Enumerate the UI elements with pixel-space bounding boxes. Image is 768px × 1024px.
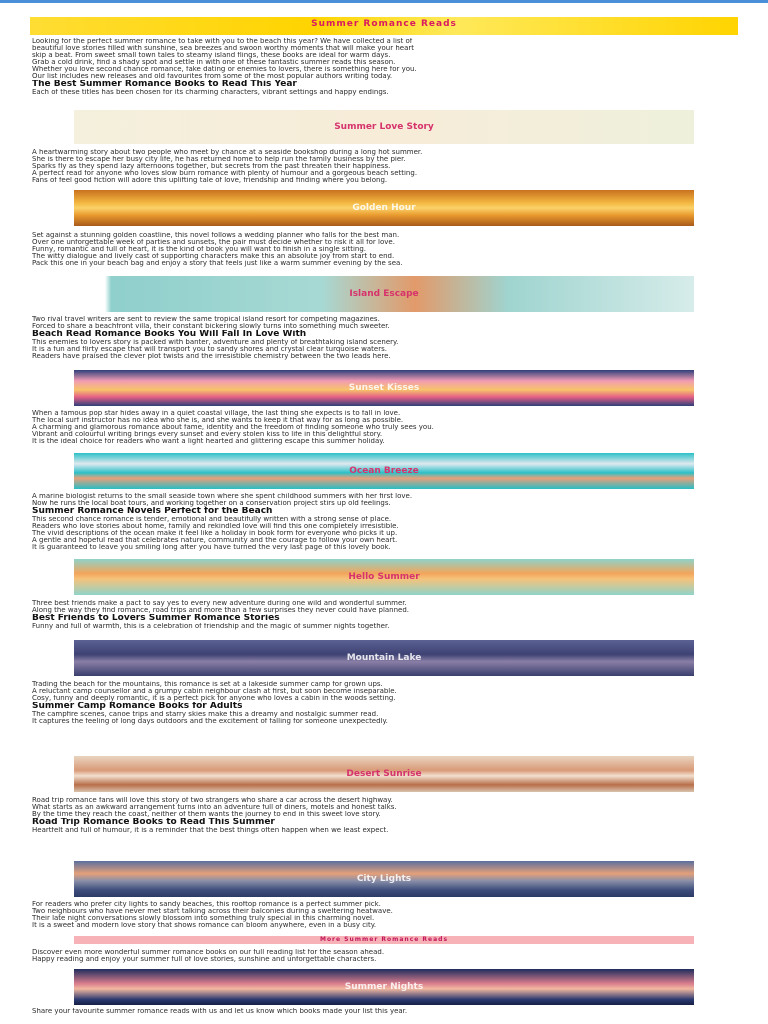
text-line: skip a beat. From sweet small town tales to steamy island flings, these books are ideal for warm days.	[32, 52, 391, 59]
text-block	[32, 949, 732, 963]
text-line: Discover even more wonderful summer romance books on our full reading list for the season ahead.	[32, 949, 385, 956]
text-line: Whether you love second chance romance, fake dating or enemies to lovers, there is something here for you.	[32, 66, 417, 73]
text-line: This second chance romance is tender, emotional and beautifully written with a strong sense of place.	[32, 516, 392, 523]
section-heading: Summer Camp Romance Books for Adults	[32, 702, 243, 711]
text-line: The local surf instructor has no idea who she is, and she wants to keep it that way for as long as possible.	[32, 417, 404, 424]
text-line: Cosy, funny and deeply romantic, it is a perfect pick for anyone who loves a cabin in the woods setting.	[32, 695, 396, 702]
text-line: Their late night conversations slowly blossom into something truly special in this charming novel.	[32, 915, 375, 922]
banner-title: Summer Romance Reads	[311, 19, 457, 29]
text-line: Three best friends make a pact to say yes to every new adventure during one wild and wonderful summer.	[32, 600, 407, 607]
image-caption: Hello Summer	[348, 572, 420, 582]
text-line: The witty dialogue and lively cast of supporting characters make this an absolute joy from start to end.	[32, 253, 395, 260]
text-line: A reluctant camp counsellor and a grumpy cabin neighbour clash at first, but soon become inseparable.	[32, 688, 397, 695]
text-line: Two neighbours who have never met start talking across their balconies during a sweltering heatwave.	[32, 908, 393, 915]
text-line: By the time they reach the coast, neither of them wants the journey to end in this sweet love story.	[32, 811, 381, 818]
book-cover-image[interactable]	[74, 453, 694, 489]
text-line: Each of these titles has been chosen for its charming characters, vibrant settings and happy endings.	[32, 89, 389, 96]
text-line: It is a sweet and modern love story that shows romance can bloom anywhere, even in a busy city.	[32, 922, 377, 929]
text-line: Readers have praised the clever plot twists and the irresistible chemistry between the two leads here.	[32, 353, 391, 360]
image-caption: Desert Sunrise	[346, 769, 422, 779]
section-heading: The Best Summer Romance Books to Read This Year	[32, 80, 297, 89]
image-caption: Mountain Lake	[346, 653, 422, 663]
text-block	[32, 600, 732, 630]
book-cover-image[interactable]	[74, 756, 694, 792]
text-line: Road trip romance fans will love this story of two strangers who share a car across the desert highway.	[32, 797, 393, 804]
text-line: It captures the feeling of long days outdoors and the excitement of falling for someone unexpectedly.	[32, 718, 388, 725]
text-line: A marine biologist returns to the small seaside town where she spent childhood summers with her first love.	[32, 493, 413, 500]
text-line: This enemies to lovers story is packed with banter, adventure and plenty of breathtaking island scenery.	[32, 339, 399, 346]
text-line: Trading the beach for the mountains, this romance is set at a lakeside summer camp for grown ups.	[32, 681, 383, 688]
image-caption: City Lights	[356, 874, 412, 884]
text-line: The campfire scenes, canoe trips and starry skies make this a dreamy and nostalgic summer read.	[32, 711, 379, 718]
image-caption: Summer Nights	[344, 982, 424, 992]
book-cover-image[interactable]	[74, 969, 694, 1005]
text-block	[32, 901, 732, 929]
book-cover-image[interactable]	[74, 370, 694, 406]
text-line: Set against a stunning golden coastline, this novel follows a wedding planner who falls for the best man.	[32, 232, 400, 239]
text-line: Vibrant and colourful writing brings every sunset and every stolen kiss to life in this delightful story.	[32, 431, 383, 438]
text-line: Fans of feel good fiction will adore this uplifting tale of love, friendship and finding where you belong.	[32, 177, 388, 184]
text-line: A charming and glamorous romance about fame, identity and the freedom of finding someone who truly sees you.	[32, 424, 434, 431]
book-cover-image[interactable]	[74, 861, 694, 897]
text-block	[32, 1008, 732, 1015]
text-line: When a famous pop star hides away in a quiet coastal village, the last thing she expects is to fall in love.	[32, 410, 401, 417]
book-cover-image[interactable]	[74, 110, 694, 144]
section-banner	[74, 936, 694, 944]
image-caption: Sunset Kisses	[348, 383, 420, 393]
text-line: Now he runs the local boat tours, and working together on a conservation project stirs up old feelings.	[32, 500, 391, 507]
image-caption: Summer Love Story	[334, 122, 434, 132]
text-line: Over one unforgettable week of parties and sunsets, the pair must decide whether to risk it all for love.	[32, 239, 395, 246]
text-block	[32, 316, 732, 360]
text-line: The vivid descriptions of the ocean make it feel like a holiday in book form for everyone who picks it up.	[32, 530, 398, 537]
section-heading: Beach Read Romance Books You Will Fall In Love With	[32, 330, 307, 339]
text-line: For readers who prefer city lights to sandy beaches, this rooftop romance is a perfect summer pick.	[32, 901, 381, 908]
text-line: Forced to share a beachfront villa, their constant bickering slowly turns into something much sweeter.	[32, 323, 390, 330]
text-line: Pack this one in your beach bag and enjoy a story that feels just like a warm summer evening by the sea.	[32, 260, 403, 267]
section-heading: Road Trip Romance Books to Read This Summer	[32, 818, 275, 827]
book-cover-image[interactable]	[74, 276, 694, 312]
text-line: A perfect read for anyone who loves slow burn romance with plenty of humour and a gorgeous beach setting.	[32, 170, 418, 177]
text-block	[32, 38, 732, 96]
text-line: Looking for the perfect summer romance to take with you to the beach this year? We have collected a list of	[32, 38, 413, 45]
text-line: Along the way they find romance, road trips and more than a few surprises they never could have planned.	[32, 607, 410, 614]
text-line: Funny and full of warmth, this is a celebration of friendship and the magic of summer nights together.	[32, 623, 390, 630]
text-line: It is guaranteed to leave you smiling long after you have turned the very last page of this lovely book.	[32, 544, 391, 551]
text-line: Readers who love stories about home, family and rekindled love will find this one completely irresistible.	[32, 523, 399, 530]
article-page	[0, 3, 768, 1024]
text-block	[32, 410, 732, 445]
section-heading: Best Friends to Lovers Summer Romance Stories	[32, 614, 280, 623]
section-banner-title: More Summer Romance Reads	[319, 936, 449, 943]
text-line: Two rival travel writers are sent to review the same tropical island resort for competing magazines.	[32, 316, 380, 323]
text-line: Sparks fly as they spend lazy afternoons together, but secrets from the past threaten their happiness.	[32, 163, 391, 170]
text-line: Heartfelt and full of humour, it is a reminder that the best things often happen when we least expect.	[32, 827, 389, 834]
text-line: A heartwarming story about two people who meet by chance at a seaside bookshop during a long hot summer.	[32, 149, 423, 156]
section-heading: Summer Romance Novels Perfect for the Beach	[32, 507, 273, 516]
text-block	[32, 232, 732, 267]
text-block	[32, 681, 732, 725]
text-line: Share your favourite summer romance reads with us and let us know which books made your list this year.	[32, 1008, 408, 1015]
text-line: Our list includes new releases and old favourites from some of the most popular authors writing today.	[32, 73, 393, 80]
text-line: What starts as an awkward arrangement turns into an adventure full of diners, motels and honest talks.	[32, 804, 397, 811]
image-caption: Island Escape	[349, 289, 419, 299]
text-block	[32, 149, 732, 184]
text-block	[32, 797, 732, 834]
book-cover-image[interactable]	[74, 559, 694, 595]
text-line: It is a fun and flirty escape that will transport you to sandy shores and crystal clear turquoise waters.	[32, 346, 387, 353]
text-line: She is there to escape her busy city life, he has returned home to help run the family business by the pier.	[32, 156, 406, 163]
header-banner	[30, 17, 738, 35]
text-line: beautiful love stories filled with sunshine, sea breezes and swoon worthy moments that will make your heart	[32, 45, 415, 52]
book-cover-image[interactable]	[74, 640, 694, 676]
image-caption: Golden Hour	[352, 203, 416, 213]
book-cover-image[interactable]	[74, 190, 694, 226]
text-block	[32, 493, 732, 551]
text-line: A gentle and hopeful read that celebrates nature, community and the courage to follow your own heart.	[32, 537, 398, 544]
text-line: It is the ideal choice for readers who want a light hearted and glittering escape this summer holiday.	[32, 438, 385, 445]
text-line: Happy reading and enjoy your summer full of love stories, sunshine and unforgettable characters.	[32, 956, 377, 963]
text-line: Funny, romantic and full of heart, it is the kind of book you will want to finish in a single sitting.	[32, 246, 367, 253]
text-line: Grab a cold drink, find a shady spot and settle in with one of these fantastic summer reads this season.	[32, 59, 396, 66]
image-caption: Ocean Breeze	[349, 466, 419, 476]
